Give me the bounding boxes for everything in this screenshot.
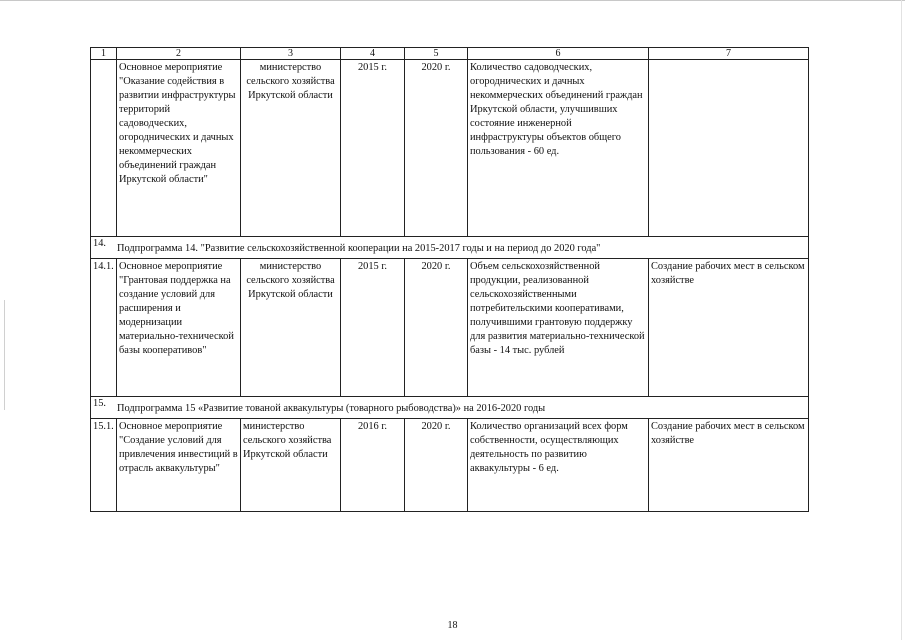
row-number: 14.1. — [91, 259, 117, 397]
end-year: 2020 г. — [405, 259, 468, 397]
event-name: Основное мероприятие "Создание условий для привлечения инвестиций в отрасль аквакультуры" — [117, 419, 241, 512]
row-number: 15.1. — [91, 419, 117, 512]
header-col-4: 4 — [341, 48, 405, 60]
header-col-1: 1 — [91, 48, 117, 60]
subprogram-title: Подпрограмма 14. "Развитие сельскохозяйственной кооперации на 2015-2017 годы и на период до 2020 года" — [117, 243, 601, 254]
start-year: 2015 г. — [341, 259, 405, 397]
event-name: Основное мероприятие "Грантовая поддержка на создание условий для расширения и модернизации материально-технической базы кооперативов" — [117, 259, 241, 397]
page-number: 18 — [447, 620, 458, 631]
subprogram-title: Подпрограмма 15 «Развитие тованой аквакультуры (товарного рыбоводства)» на 2016-2020 годы — [117, 403, 546, 414]
executor: министерство сельского хозяйства Иркутской области — [241, 259, 341, 397]
table-row — [91, 60, 809, 237]
header-row — [91, 48, 809, 60]
subprogram-row — [91, 237, 809, 259]
subprogram-cell — [91, 397, 809, 419]
indicator: Объем сельскохозяйственной продукции, реализованной сельскохозяйственными потребительскими кооперативами, получившими грантовую поддержку для развития материально-технической базы - 14 тыс. рублей — [468, 259, 649, 397]
scan-edge-left — [4, 300, 5, 410]
program-table — [90, 47, 809, 512]
scan-edge-top — [0, 0, 905, 1]
subprogram-number: 15. — [93, 398, 106, 409]
subprogram-number: 14. — [93, 238, 106, 249]
indicator: Количество садоводческих, огороднических и дачных некоммерческих объединений граждан Иркутской области, улучшивших состояние инженерной инфраструктуры объектов общего пользования - 60 ед. — [468, 60, 649, 237]
subprogram-row — [91, 397, 809, 419]
end-year: 2020 г. — [405, 419, 468, 512]
event-name: Основное мероприятие "Оказание содействия в развитии инфраструктуры территорий садоводческих, огороднических и дачных некоммерческих объединений граждан Иркутской области" — [117, 60, 241, 237]
executor: министерство сельского хозяйства Иркутской области — [241, 419, 341, 512]
table-row — [91, 259, 809, 397]
note — [649, 60, 809, 237]
end-year: 2020 г. — [405, 60, 468, 237]
note: Создание рабочих мест в сельском хозяйстве — [649, 419, 809, 512]
note: Создание рабочих мест в сельском хозяйстве — [649, 259, 809, 397]
subprogram-cell — [91, 237, 809, 259]
header-col-2: 2 — [117, 48, 241, 60]
start-year: 2016 г. — [341, 419, 405, 512]
row-number — [91, 60, 117, 237]
table-row — [91, 419, 809, 512]
indicator: Количество организаций всех форм собственности, осуществляющих деятельность по развитию аквакультуры - 6 ед. — [468, 419, 649, 512]
header-col-3: 3 — [241, 48, 341, 60]
scan-edge-right — [901, 0, 902, 640]
executor: министерство сельского хозяйства Иркутской области — [241, 60, 341, 237]
header-col-6: 6 — [468, 48, 649, 60]
header-col-7: 7 — [649, 48, 809, 60]
start-year: 2015 г. — [341, 60, 405, 237]
header-col-5: 5 — [405, 48, 468, 60]
